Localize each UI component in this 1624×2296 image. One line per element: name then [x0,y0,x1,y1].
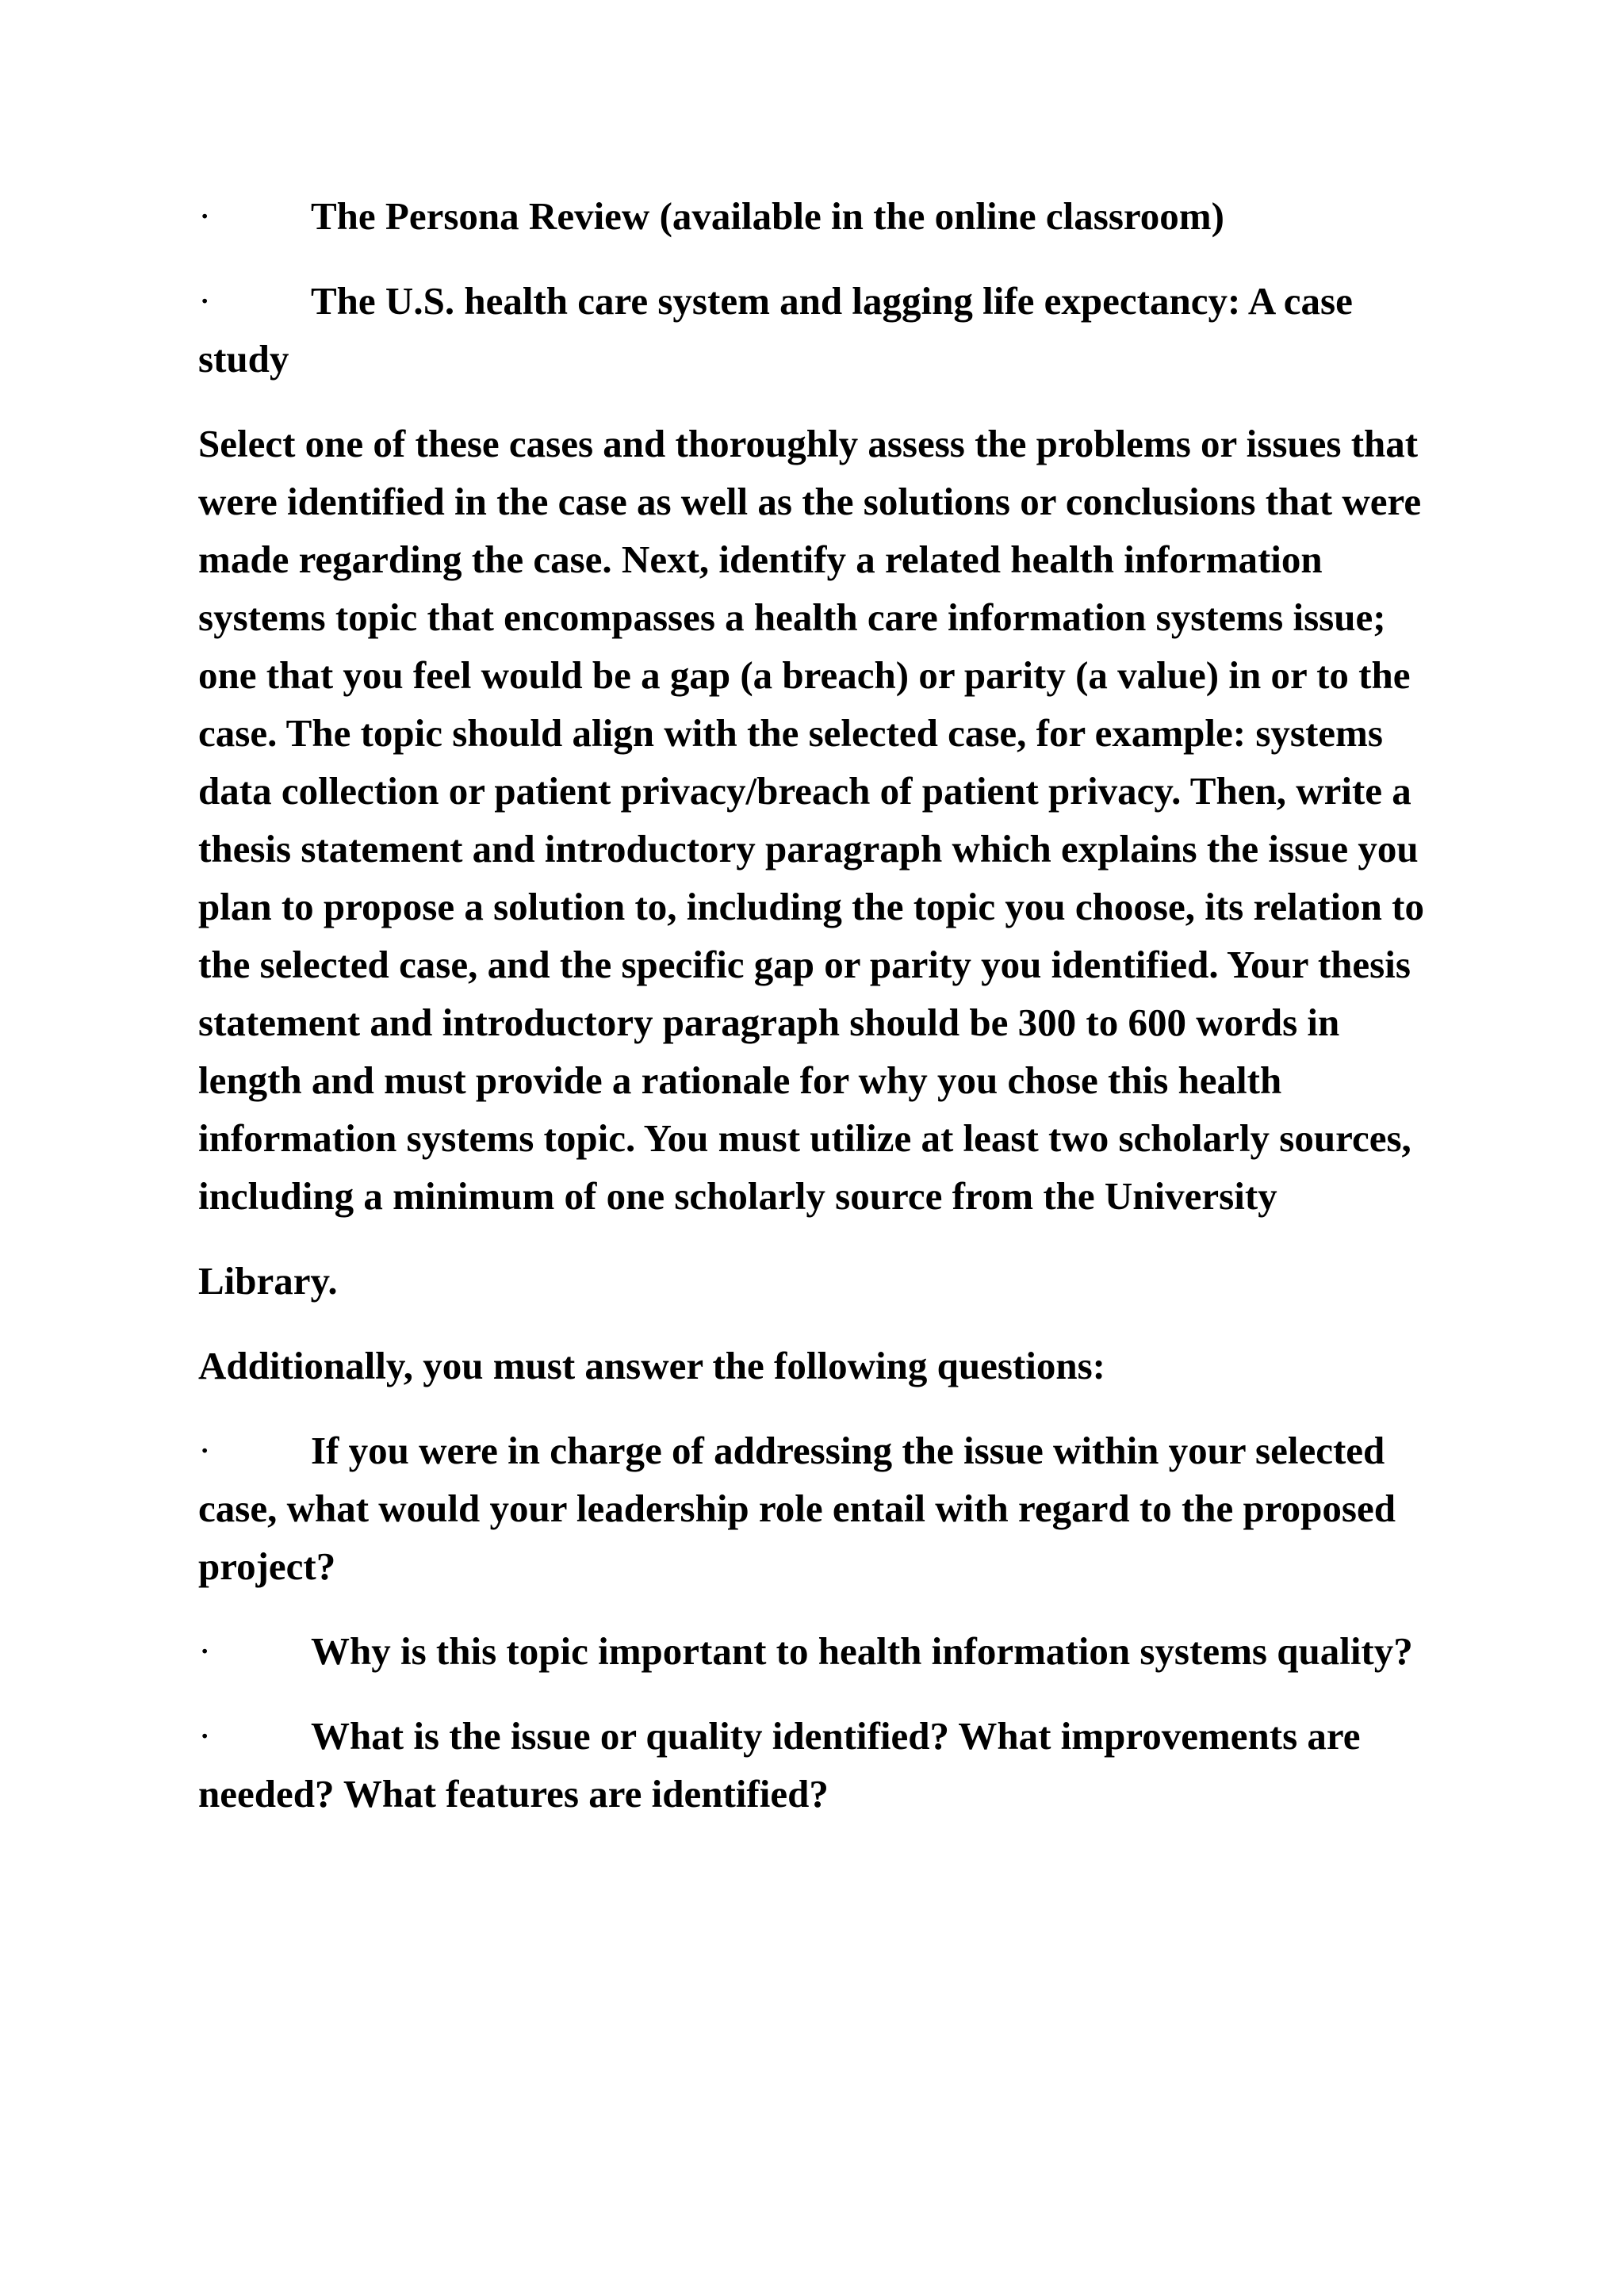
question-text: If you were in charge of addressing the issue within your selected case, what would your leadership role entail with regard to the proposed project? [198,1429,1396,1588]
resource-text: The U.S. health care system and lagging life expectancy: A case study [198,279,1353,381]
instructions-paragraph: Select one of these cases and thoroughly assess the problems or issues that were identified in the case as well as the solutions or conclusions that were made regarding the case. Next, identify a related health information systems topic that encompasses a health care information systems issue; one that you feel would be a gap (a breach) or parity (a value) in or to the case. The topic should align with the selected case, for example: systems data collection or patient privacy/breach of patient privacy. Then, write a thesis statement and introductory paragraph which explains the issue you plan to propose a solution to, including the topic you choose, its relation to the selected case, and the specific gap or parity you identified. Your thesis statement and introductory paragraph should be 300 to 600 words in length and must provide a rationale for why you chose this health information systems topic. You must utilize at least two scholarly sources, including a minimum of one scholarly source from the University [198,422,1424,1218]
questions-intro: Additionally, you must answer the following questions: [198,1344,1105,1387]
document-body [198,187,1435,1850]
question-text: Why is this topic important to health information systems quality? [311,1629,1413,1673]
bullet-icon: · [198,1714,212,1758]
question-text: What is the issue or quality identified? What improvements are needed? What features are identified? [198,1714,1361,1816]
resource-item [198,187,1435,245]
resource-text: The Persona Review (available in the online classroom) [311,194,1224,238]
question-item [198,1422,1435,1595]
bullet-icon: · [198,1429,212,1472]
question-item [198,1707,1435,1823]
bullet-icon: · [198,194,212,238]
bullet-icon: · [198,279,212,323]
question-item [198,1622,1435,1680]
instructions-paragraph-end: Library. [198,1259,338,1303]
resource-item [198,272,1435,388]
bullet-icon: · [198,1629,212,1673]
